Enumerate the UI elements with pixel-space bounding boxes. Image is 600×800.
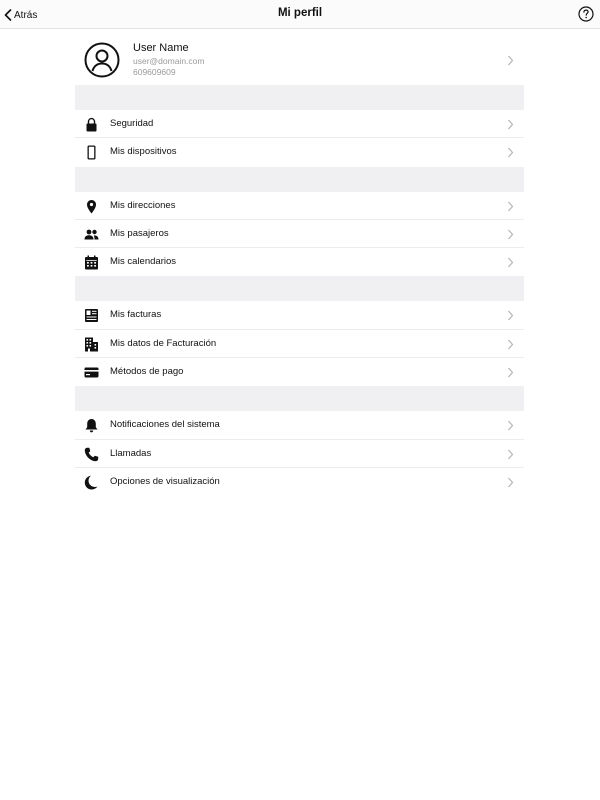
menu-item-label: Mis dispositivos [110,146,177,158]
people-icon [84,227,99,242]
addresses-group [75,192,524,277]
menu-item-pasajeros[interactable] [75,220,524,248]
menu-item-llamadas[interactable] [75,440,524,468]
menu-item-label: Mis datos de Facturación [110,337,217,349]
building-icon [84,337,99,352]
chevron-right-icon [507,367,514,378]
back-label: Atrás [14,9,38,21]
chevron-right-icon [507,449,514,460]
menu-item-notificaciones[interactable] [75,411,524,439]
menu-item-datos-facturacion[interactable] [75,330,524,358]
credit-card-icon [84,365,99,380]
profile-phone: 609609609 [133,67,176,77]
profile-card[interactable] [75,30,524,85]
chevron-right-icon [507,229,514,240]
location-pin-icon [84,199,99,214]
menu-item-calendarios[interactable] [75,248,524,276]
menu-item-label: Mis facturas [110,309,162,321]
menu-item-label: Mis direcciones [110,199,176,211]
chevron-right-icon [507,55,514,66]
page-title: Mi perfil [277,7,323,19]
chevron-right-icon [507,257,514,268]
menu-item-label: Notificaciones del sistema [110,419,220,431]
section-separator [75,386,524,411]
menu-item-label: Métodos de pago [110,366,184,378]
chevron-right-icon [507,477,514,488]
menu-item-label: Mis pasajeros [110,227,169,239]
menu-item-direcciones[interactable] [75,192,524,220]
menu-item-visualizacion[interactable] [75,468,524,496]
billing-group [75,301,524,386]
menu-item-label: Seguridad [110,118,154,129]
section-separator [75,276,524,301]
chevron-right-icon [507,420,514,431]
profile-info [133,42,204,78]
menu-item-label: Mis calendarios [110,256,176,268]
menu-item-dispositivos[interactable] [75,138,524,166]
bell-icon [84,418,99,433]
moon-icon [84,475,99,490]
phone-device-icon [84,145,99,160]
profile-name: User Name [133,42,189,54]
menu-item-label: Llamadas [110,447,152,459]
section-separator [75,85,524,110]
phone-icon [84,447,99,462]
chevron-right-icon [507,201,514,212]
menu-item-metodos-pago[interactable] [75,358,524,386]
menu-item-label: Opciones de visualización [110,475,220,487]
lock-icon [84,117,99,132]
chevron-right-icon [507,147,514,158]
calendar-icon [84,255,99,270]
profile-menu [75,30,524,496]
question-circle-icon[interactable] [578,6,594,22]
user-circle-icon [84,42,120,78]
settings-group [75,411,524,496]
invoice-icon [84,308,99,323]
chevron-right-icon [507,119,514,130]
section-separator [75,167,524,192]
security-group [75,110,524,167]
chevron-right-icon [507,310,514,321]
profile-email: user@domain.com [133,56,205,66]
menu-item-facturas[interactable] [75,301,524,329]
menu-item-seguridad[interactable] [75,110,524,138]
navigation-bar [0,0,600,29]
chevron-right-icon [507,339,514,350]
